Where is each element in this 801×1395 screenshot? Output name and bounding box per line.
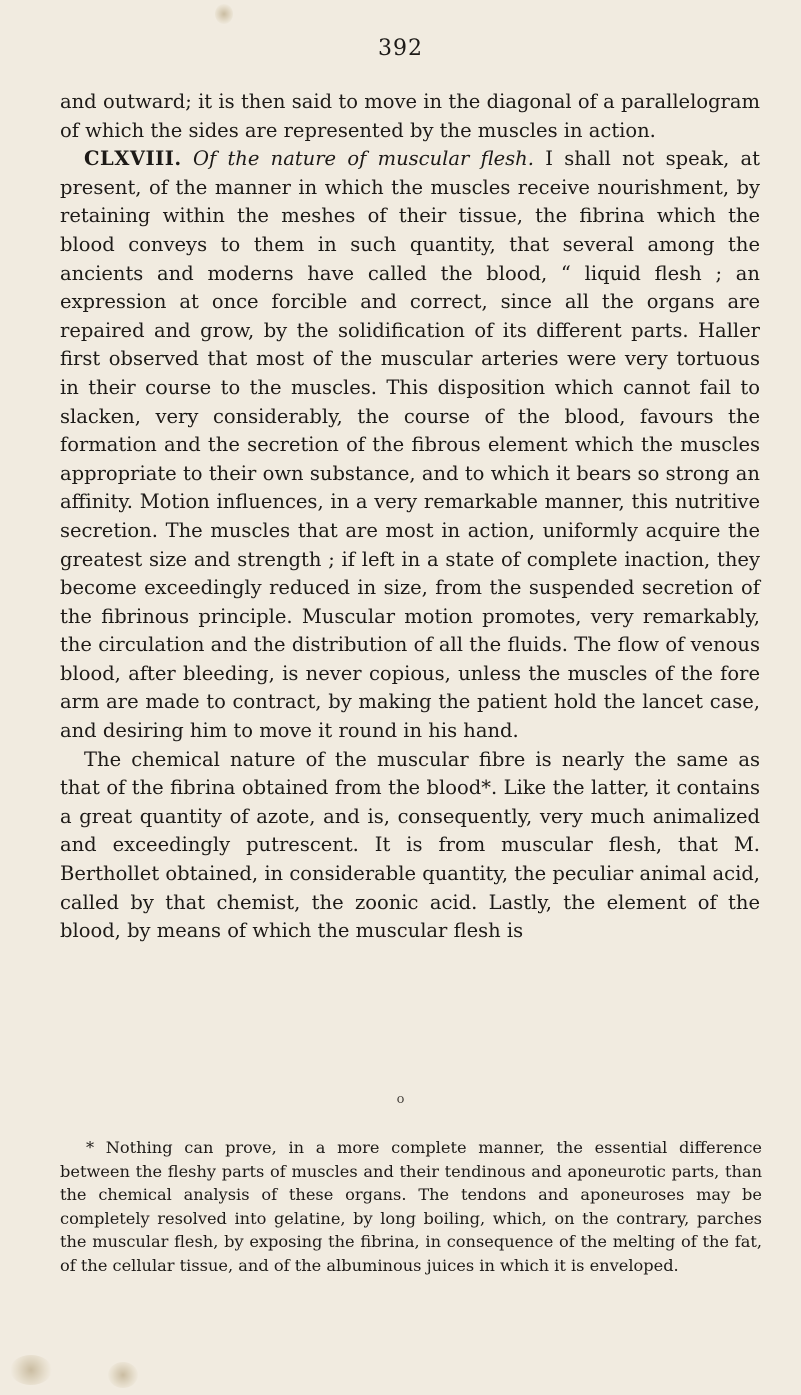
- section-number: CLXVIII.: [84, 147, 182, 171]
- main-text: [60, 88, 760, 946]
- paper-stain: [215, 4, 233, 24]
- footnote-text: * Nothing can prove, in a more complete manner, the essential difference between the fleshy parts of muscles and their tendinous and aponeurotic parts, than the chemical analysis of these organs. The tendons and aponeuroses may be completely resolved into gelatine, by long boiling, which, on the contrary, parches the muscular flesh, by exposing the fibrina, in consequence of the melting of the fat, of the cellular tissue, and of the albuminous juices in which it is enveloped.: [60, 1138, 762, 1275]
- opening-paragraph: and outward; it is then said to move in the diagonal of a parallelogram of which the sides are represented by the muscles in action.: [60, 90, 760, 142]
- footnote: [60, 1136, 762, 1277]
- section-text: I shall not speak, at present, of the manner in which the muscles receive nourishment, by retaining within the meshes of their tissue, the fibrina which the blood conveys to them in such quantity, that several among the ancients and moderns have called the blood, “ liquid flesh ; an expression at once forcible and correct, since all the organs are repaired and grow, by the solidification of its different parts. Haller first observed that most of the muscular arteries were very tortuous in their course to the muscles. This disposition which cannot fail to slacken, very considerably, the course of the blood, favours the formation and the secretion of the fibrous element which the muscles appropriate to their own substance, and to which it bears so strong an affinity. Motion influences, in a very remarkable manner, this nutritive secretion. The muscles that are most in action, uniformly acquire the greatest size and strength ; if left in a state of complete inaction, they become exceedingly reduced in size, from the suspended secretion of the fibrinous principle. Muscular motion promotes, very remarkably, the circulation and the distribution of all the fluids. The flow of venous blood, after bleeding, is never copious, unless the muscles of the fore arm are made to contract, by making the patient hold the lancet case, and desiring him to move it round in his hand.: [60, 147, 761, 743]
- section-paragraph: [60, 145, 760, 745]
- paper-stain: [10, 1355, 52, 1385]
- paper-stain: [108, 1362, 138, 1388]
- section-title: Of the nature of muscular flesh.: [192, 147, 534, 171]
- page-number: 392: [378, 36, 423, 61]
- divider-mark: o: [396, 1092, 405, 1107]
- chemical-nature-paragraph: The chemical nature of the muscular fibre is nearly the same as that of the fibrina obtained from the blood*. Like the latter, it contains a great quantity of azote, and is, consequently, very much animalized and exceedingly putrescent. It is from muscular flesh, that M. Berthollet obtained, in considerable quantity, the peculiar animal acid, called by that chemist, the zoonic acid. Lastly, the element of the blood, by means of which the muscular flesh is: [60, 747, 760, 943]
